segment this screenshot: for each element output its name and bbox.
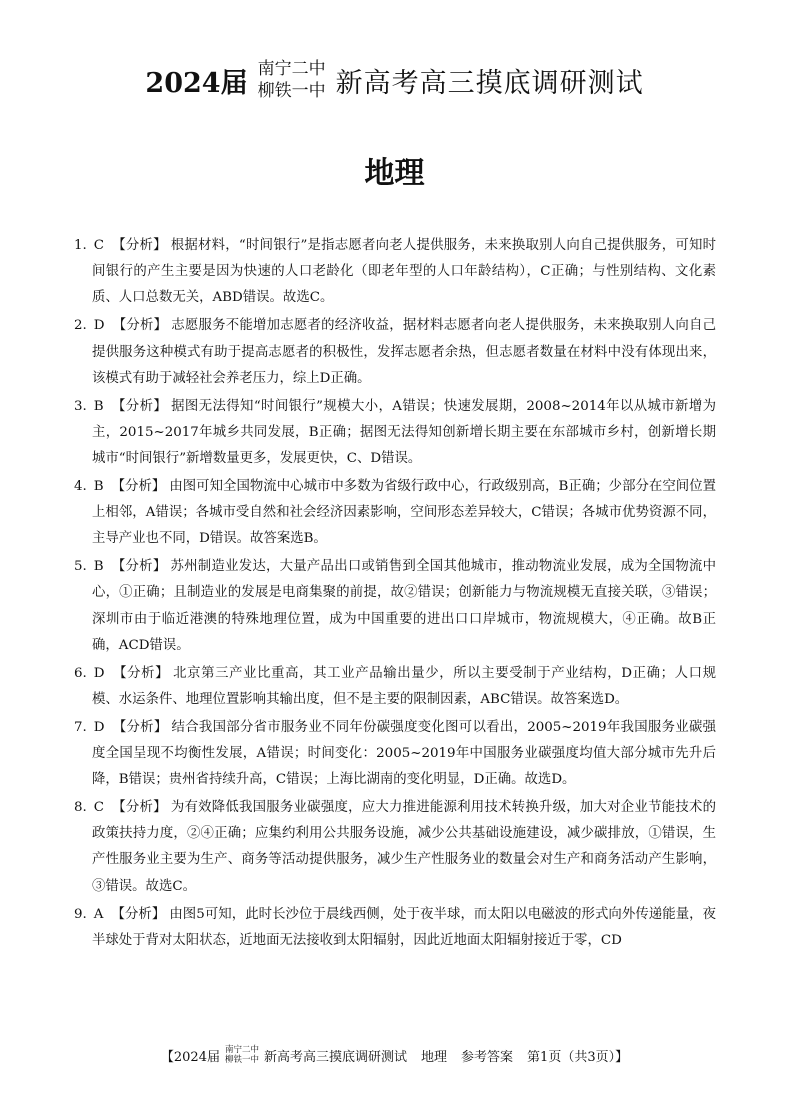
question-number: 7. bbox=[74, 719, 87, 735]
answer-head bbox=[74, 720, 172, 735]
answer-head bbox=[74, 907, 169, 922]
answer-item bbox=[74, 233, 716, 312]
answer-letter: B bbox=[93, 398, 104, 414]
footer-title: 新高考高三摸底调研测试 bbox=[264, 1049, 408, 1065]
answer-head bbox=[74, 666, 173, 681]
question-number: 4. bbox=[74, 478, 87, 494]
analysis-tag: 【分析】 bbox=[111, 478, 166, 494]
answer-item bbox=[74, 474, 716, 553]
question-number: 9. bbox=[74, 906, 87, 922]
answer-item bbox=[74, 554, 716, 659]
analysis-text: 由图5可知，此时长沙位于晨线西侧，处于夜半球，而太阳以电磁波的形式向外传递能量，夜半球处于背对太阳状态，近地面无法接收到太阳辐射，因此近地面太阳辐射接近于零，CD bbox=[92, 906, 716, 948]
analysis-text: 北京第三产业比重高，其工业产品输出量少，所以主要受制于产业结构，D正确；人口规模、水运条件、地理位置影响其输出度，但不是主要的限制因素，ABC错误。故答案选D。 bbox=[92, 665, 716, 707]
footer-schools bbox=[225, 1045, 259, 1065]
analysis-text: 由图可知全国物流中心城市中多数为省级行政中心，行政级别高，B正确；少部分在空间位置上相邻，A错误；各城市受自然和社会经济因素影响，空间形态差异较大，C错误；各城市优势资源不同，主导产业也不同，D错误。故答案选B。 bbox=[92, 478, 717, 547]
answer-letter: B bbox=[93, 559, 104, 575]
header-school-1: 南宁二中 bbox=[257, 59, 326, 79]
answer-item bbox=[74, 313, 716, 392]
footer-subject: 地理 bbox=[421, 1049, 448, 1065]
answer-letter: C bbox=[93, 238, 105, 253]
answer-head bbox=[74, 559, 170, 574]
analysis-tag: 【分析】 bbox=[112, 238, 167, 253]
question-number: 5. bbox=[74, 559, 87, 575]
answer-letter: A bbox=[93, 906, 104, 922]
footer-doc: 参考答案 bbox=[461, 1049, 514, 1065]
footer-school-1: 南宁二中 bbox=[224, 1045, 259, 1055]
answer-item bbox=[74, 661, 716, 713]
analysis-tag: 【分析】 bbox=[112, 318, 168, 334]
analysis-text: 结合我国部分省市服务业不同年份碳强度变化图可以看出，2005~2019年我国服务业碳强度全国呈现不均衡性发展，A错误；时间变化：2005~2019年中国服务业碳强度均值大部分城市先升后降，B错误；贵州省持续升高，C错误；上海比湖南的变化明显，D正确。故选D。 bbox=[92, 719, 717, 788]
header-year: 2024届 bbox=[145, 67, 248, 99]
analysis-tag: 【分析】 bbox=[111, 559, 167, 575]
header-school-2: 柳铁一中 bbox=[257, 81, 326, 101]
answer-head bbox=[74, 479, 169, 494]
answer-item bbox=[74, 715, 716, 794]
page-footer bbox=[0, 1045, 789, 1065]
analysis-tag: 【分析】 bbox=[112, 665, 170, 681]
question-number: 2. bbox=[74, 318, 87, 334]
answer-letter: D bbox=[93, 665, 105, 681]
answer-item bbox=[74, 394, 716, 473]
answer-head bbox=[74, 318, 171, 333]
answer-item bbox=[74, 795, 716, 900]
footer-school-2: 柳铁一中 bbox=[224, 1055, 259, 1065]
analysis-text: 根据材料，“时间银行”是指志愿者向老人提供服务，未来换取别人向自己提供服务，可知时间银行的产生主要是因为快速的人口老龄化（即老年型的人口年龄结构），C正确；与性别结构、文化素质、人口总数无关，ABD错误。故选C。 bbox=[92, 238, 716, 306]
answer-letter: C bbox=[93, 800, 105, 816]
document-header bbox=[0, 58, 789, 102]
analysis-tag: 【分析】 bbox=[112, 800, 167, 816]
subject-title: 地理 bbox=[364, 156, 425, 191]
question-number: 1. bbox=[74, 238, 87, 253]
answer-letter: D bbox=[93, 318, 105, 334]
answer-letter: B bbox=[93, 478, 104, 494]
analysis-tag: 【分析】 bbox=[111, 398, 168, 414]
analysis-text: 据图无法得知“时间银行”规模大小，A错误；快速发展期，2008~2014年以从城市新增为主，2015~2017年城乡共同发展，B正确；据图无法得知创新增长期主要在东部城市乡村，创新增长期城市“时间银行”新增数量更多，发展更快，C、D错误。 bbox=[92, 398, 716, 466]
question-number: 6. bbox=[74, 665, 87, 681]
answer-head bbox=[74, 800, 171, 815]
analysis-text: 志愿服务不能增加志愿者的经济收益，据材料志愿者向老人提供服务，未来换取别人向自己提供服务这种模式有助于提高志愿者的积极性，发挥志愿者余热，但志愿者数量在材料中没有体现出来，该模式有助于减轻社会养老压力，综上D正确。 bbox=[92, 318, 717, 386]
answer-head bbox=[74, 399, 171, 414]
analysis-tag: 【分析】 bbox=[112, 719, 168, 735]
footer-open: 【2024届 bbox=[160, 1049, 220, 1065]
analysis-text: 为有效降低我国服务业碳强度，应大力推进能源利用技术转换升级，加大对企业节能技术的政策扶持力度，②④正确；应集约利用公共服务设施，减少公共基础设施建设，减少碳排放，①错误，生产性服务业主要为生产、商务等活动提供服务，减少生产性服务业的数量会对生产和商务活动产生影响，③错误。故选C。 bbox=[92, 800, 717, 894]
question-number: 8. bbox=[74, 800, 87, 816]
answer-head bbox=[74, 238, 171, 253]
answer-list bbox=[74, 233, 716, 956]
header-title: 新高考高三摸底调研测试 bbox=[335, 67, 644, 99]
answer-letter: D bbox=[93, 719, 105, 735]
header-schools bbox=[258, 58, 326, 102]
analysis-tag: 【分析】 bbox=[111, 906, 166, 922]
analysis-text: 苏州制造业发达，大量产品出口或销售到全国其他城市，推动物流业发展，成为全国物流中心，①正确；且制造业的发展是电商集聚的前提，故②错误；创新能力与物流规模无直接关联，③错误；深圳市由于临近港澳的特殊地理位置，成为中国重要的进出口口岸城市，物流规模大，④正确。故B正确，ACD错误。 bbox=[92, 559, 717, 653]
footer-page: 第1页（共3页）】 bbox=[527, 1049, 629, 1065]
answer-item bbox=[74, 902, 716, 954]
question-number: 3. bbox=[74, 398, 87, 414]
